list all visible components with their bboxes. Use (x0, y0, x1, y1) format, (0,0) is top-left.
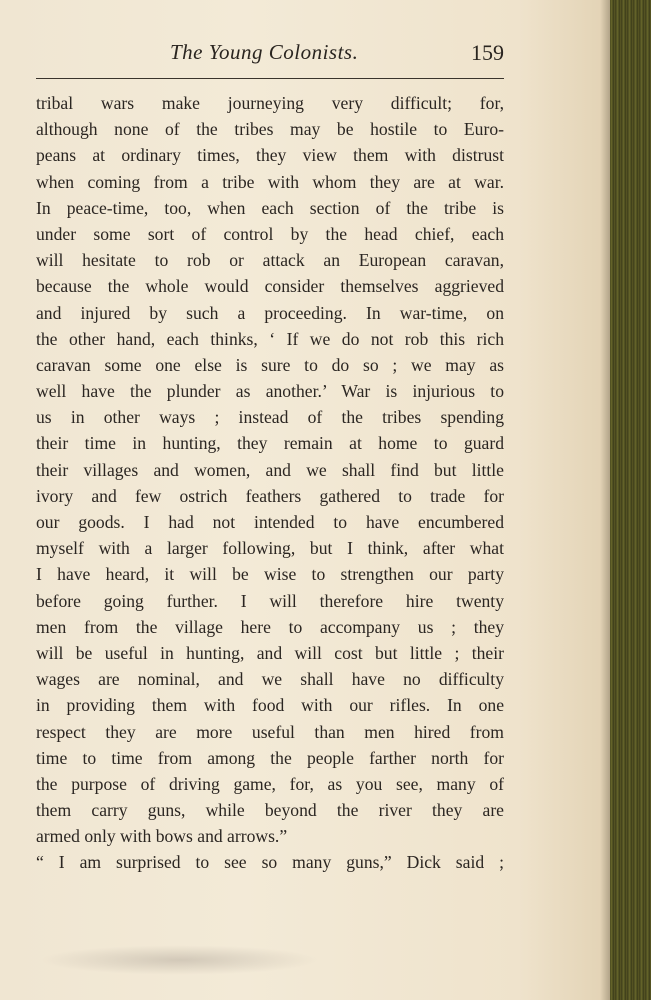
text-line: myself with a larger following, but I think, after what (36, 538, 504, 559)
text-line: men from the village here to accompany us ; they (36, 616, 504, 637)
text-line: armed only with bows and arrows.” (36, 826, 288, 847)
text-line: when coming from a tribe with whom they are at war. (36, 171, 504, 192)
text-line: well have the plunder as another.’ War is injurious to (36, 381, 504, 402)
text-line: I have heard, it will be wise to strengthen our party (36, 564, 504, 585)
text-line: under some sort of control by the head chief, each (36, 223, 504, 244)
text-line: In peace-time, too, when each section of the tribe is (36, 197, 504, 218)
text-line: time to time from among the people farther north for (36, 747, 504, 768)
text-line: in providing them with food with our rifles. In one (36, 695, 504, 716)
page-shadow (40, 945, 320, 975)
text-line: although none of the tribes may be hostile to Euro- (36, 119, 504, 140)
text-line: our goods. I had not intended to have encumbered (36, 512, 504, 532)
page-number: 159 (471, 40, 504, 65)
header-rule (36, 78, 504, 79)
running-title: The Young Colonists. (170, 40, 359, 64)
text-line: and injured by such a proceeding. In war-time, on (36, 302, 504, 323)
text-line: tribal wars make journeying very difficult; for, (36, 93, 504, 113)
text-line: will be useful in hunting, and will cost but little ; their (36, 642, 504, 663)
text-line: the other hand, each thinks, ‘ If we do not rob this rich (36, 328, 504, 349)
book-page-edges (610, 0, 651, 1000)
text-line: us in other ways ; instead of the tribes spending (36, 407, 504, 428)
text-line: respect they are more useful than men hired from (36, 721, 504, 742)
text-line: ivory and few ostrich feathers gathered to trade for (36, 485, 504, 506)
text-line: wages are nominal, and we shall have no difficulty (36, 669, 504, 690)
text-line: them carry guns, while beyond the river they are (36, 800, 504, 821)
text-line: caravan some one else is sure to do so ; we may as (36, 354, 504, 375)
text-line: their villages and women, and we shall find but little (36, 459, 504, 480)
text-line: will hesitate to rob or attack an European caravan, (36, 250, 504, 271)
text-line: because the whole would consider themselves aggrieved (36, 276, 504, 297)
body-text (36, 90, 504, 876)
page-gutter-shadow (600, 0, 610, 1000)
page-header (36, 38, 504, 68)
text-line: peans at ordinary times, they view them with distrust (36, 145, 504, 166)
text-line: “ I am surprised to see so many guns,” Dick said ; (36, 852, 504, 873)
text-line: the purpose of driving game, for, as you see, many of (36, 773, 504, 794)
text-line: before going further. I will therefore hire twenty (36, 590, 504, 611)
text-line: their time in hunting, they remain at home to guard (36, 433, 504, 454)
